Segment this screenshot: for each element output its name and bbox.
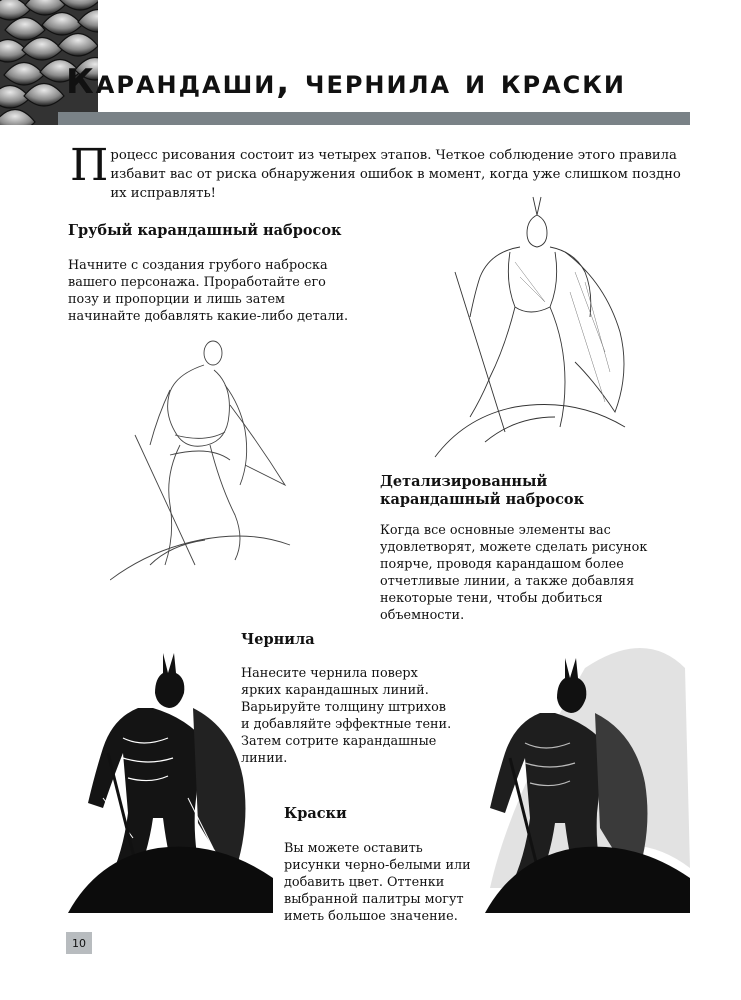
intro-text: роцесс рисования состоит из четырех этапов. Четкое соблюдение этого правила избавит вас от риска обнаружения ошибок в момент, когда уже слишком поздно их исправлять! — [110, 148, 681, 201]
detailed-sketch-text: Когда все основные элементы вас удовлетворят, можете сделать рисунок поярче, проводя карандашом более отчетливые линии, а также добавляя некоторые тени, чтобы добиться объемности. — [380, 523, 648, 623]
paint-drawing — [485, 628, 690, 913]
rough-sketch-heading: Грубый карандашный набросок — [68, 222, 342, 239]
paint-heading: Краски — [284, 805, 347, 822]
intro-dropcap: П — [70, 140, 109, 191]
ink-heading: Чернила — [241, 631, 315, 648]
paint-text: Вы можете оставить рисунки черно-белыми или добавить цвет. Оттенки выбранной палитры могут иметь большое значение. — [284, 841, 471, 924]
title-underline-bar — [58, 112, 690, 125]
page-title: Карандаши, чернила и краски — [66, 62, 626, 102]
ink-drawing — [68, 648, 273, 913]
detailed-sketch-heading: Детализированный карандашный набросок — [380, 473, 585, 508]
rough-sketch-drawing — [110, 335, 300, 585]
rough-sketch-text: Начните с создания грубого наброска вашего персонажа. Проработайте его позу и пропорции и лишь затем начинайте добавлять какие-либо детали. — [68, 258, 349, 324]
page-number: 10 — [66, 932, 92, 954]
detailed-sketch-drawing — [425, 192, 630, 462]
ink-text: Нанесите чернила поверх ярких карандашных линий. Варьируйте толщину штрихов и добавляйте эффектные тени. Затем сотрите карандашные линии. — [241, 666, 452, 766]
